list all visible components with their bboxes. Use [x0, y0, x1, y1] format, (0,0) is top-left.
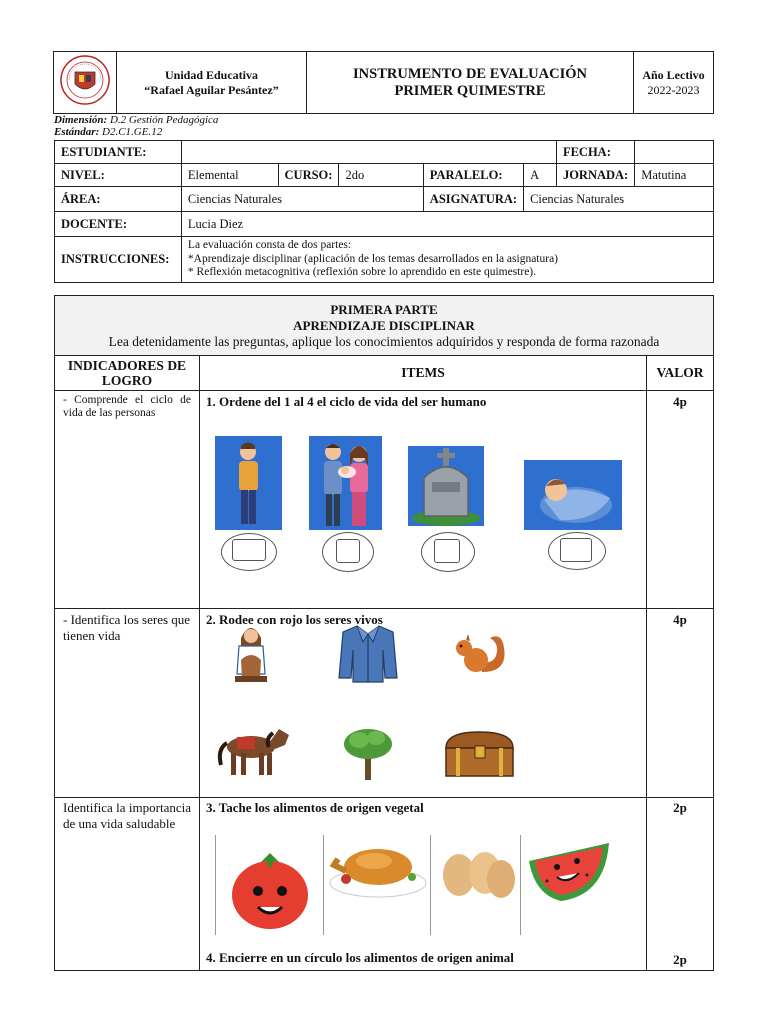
school-name-line1: Unidad Educativa [164, 67, 259, 82]
item-text: 3. Tache los alimentos de origen vegetal [206, 800, 424, 815]
woman-potter-icon[interactable] [227, 620, 275, 684]
answer-box[interactable] [232, 539, 266, 561]
column-header-value: VALOR [647, 356, 714, 391]
standard-label: Estándar: [54, 126, 100, 138]
instructions-text [181, 237, 713, 283]
indicator-cell: - Comprende el ciclo de vida de las personas [55, 391, 200, 609]
area-label: ÁREA: [55, 187, 182, 212]
subject-label: ASIGNATURA: [423, 187, 523, 212]
family-with-baby-icon [309, 436, 382, 530]
value-cell [647, 798, 714, 971]
value-3: 2p [673, 800, 687, 815]
instructions-label: INSTRUCCIONES: [55, 237, 182, 283]
part-instruction: Lea detenidamente las preguntas, aplique los conocimientos adquiridos y responda de forma razonada [108, 333, 660, 349]
eggs-icon[interactable] [430, 835, 521, 935]
student-label: ESTUDIANTE: [55, 141, 182, 164]
part-subtitle: APRENDIZAJE DISCIPLINAR [293, 317, 475, 333]
teacher-label: DOCENTE: [55, 212, 182, 237]
squirrel-icon[interactable] [452, 628, 508, 678]
answer-box[interactable] [560, 538, 592, 562]
date-label: FECHA: [556, 141, 634, 164]
instructions-line2: *Aprendizaje disciplinar (aplicación de los temas desarrollados en la asignatura) [187, 252, 559, 265]
value-cell: 4p [647, 609, 714, 798]
teacher-value: Lucia Diez [181, 212, 713, 237]
school-name-line2: “Rafael Aguilar Pesántez” [144, 82, 279, 97]
meta-lines [54, 114, 218, 138]
course-label: CURSO: [278, 164, 339, 187]
level-label: NIVEL: [55, 164, 182, 187]
dimension-label: Dimensión: [54, 114, 108, 126]
answer-box[interactable] [336, 539, 360, 563]
parallel-value: A [524, 164, 557, 187]
tomato-icon[interactable] [215, 835, 324, 935]
part-title: PRIMERA PARTE [330, 301, 438, 317]
school-name-cell [117, 52, 307, 114]
value-4: 2p [673, 952, 687, 967]
answer-box[interactable] [434, 539, 460, 563]
area-value: Ciencias Naturales [181, 187, 423, 212]
instructions-line1: La evaluación consta de dos partes: [187, 239, 352, 251]
baby-icon [524, 460, 622, 530]
indicator-cell: - Identifica los seres que tienen vida [55, 609, 200, 798]
indicator-cell: Identifica la importancia de una vida saludable [55, 798, 200, 971]
item-text-4: 4. Encierre en un círculo los alimentos de origen animal [206, 950, 514, 965]
dimension-value: D.2 Gestión Pedagógica [109, 114, 219, 126]
shift-label: JORNADA: [556, 164, 634, 187]
watermelon-icon[interactable] [520, 835, 616, 935]
date-field[interactable] [635, 141, 714, 164]
value-cell: 4p [647, 391, 714, 609]
school-year-label: Año Lectivo [642, 67, 705, 82]
document-title-line2: PRIMER QUIMESTRE [394, 82, 546, 99]
header-box [53, 51, 714, 114]
document-title-cell [307, 52, 634, 114]
treasure-chest-icon[interactable] [442, 730, 517, 778]
school-year-cell [634, 52, 714, 114]
column-header-items: ITEMS [200, 356, 647, 391]
gravestone-icon [408, 446, 484, 526]
roast-chicken-icon[interactable] [323, 835, 431, 935]
adult-man-icon [215, 436, 282, 530]
student-info-table [54, 140, 714, 283]
column-header-indicators: INDICADORES DE LOGRO [55, 356, 200, 391]
school-year-value: 2022-2023 [647, 82, 700, 97]
item-text: 2. Rodee con rojo los seres vivos [206, 612, 383, 627]
school-logo-cell [54, 52, 117, 114]
tree-icon[interactable] [341, 722, 395, 782]
shift-value: Matutina [635, 164, 714, 187]
school-logo-icon [59, 54, 111, 106]
course-value: 2do [339, 164, 423, 187]
item-text: 1. Ordene del 1 al 4 el ciclo de vida del ser humano [206, 394, 487, 409]
level-value: Elemental [181, 164, 278, 187]
jacket-icon[interactable] [337, 622, 399, 684]
student-field[interactable] [181, 141, 556, 164]
standard-value: D2.C1.GE.12 [102, 126, 163, 138]
horse-icon[interactable] [215, 725, 292, 777]
parallel-label: PARALELO: [423, 164, 523, 187]
part-header [55, 296, 714, 356]
document-title-line1: INSTRUMENTO DE EVALUACIÓN [353, 65, 587, 82]
subject-value: Ciencias Naturales [524, 187, 714, 212]
instructions-line3: * Reflexión metacognitiva (reflexión sobre lo aprendido en este quimestre). [187, 266, 536, 278]
